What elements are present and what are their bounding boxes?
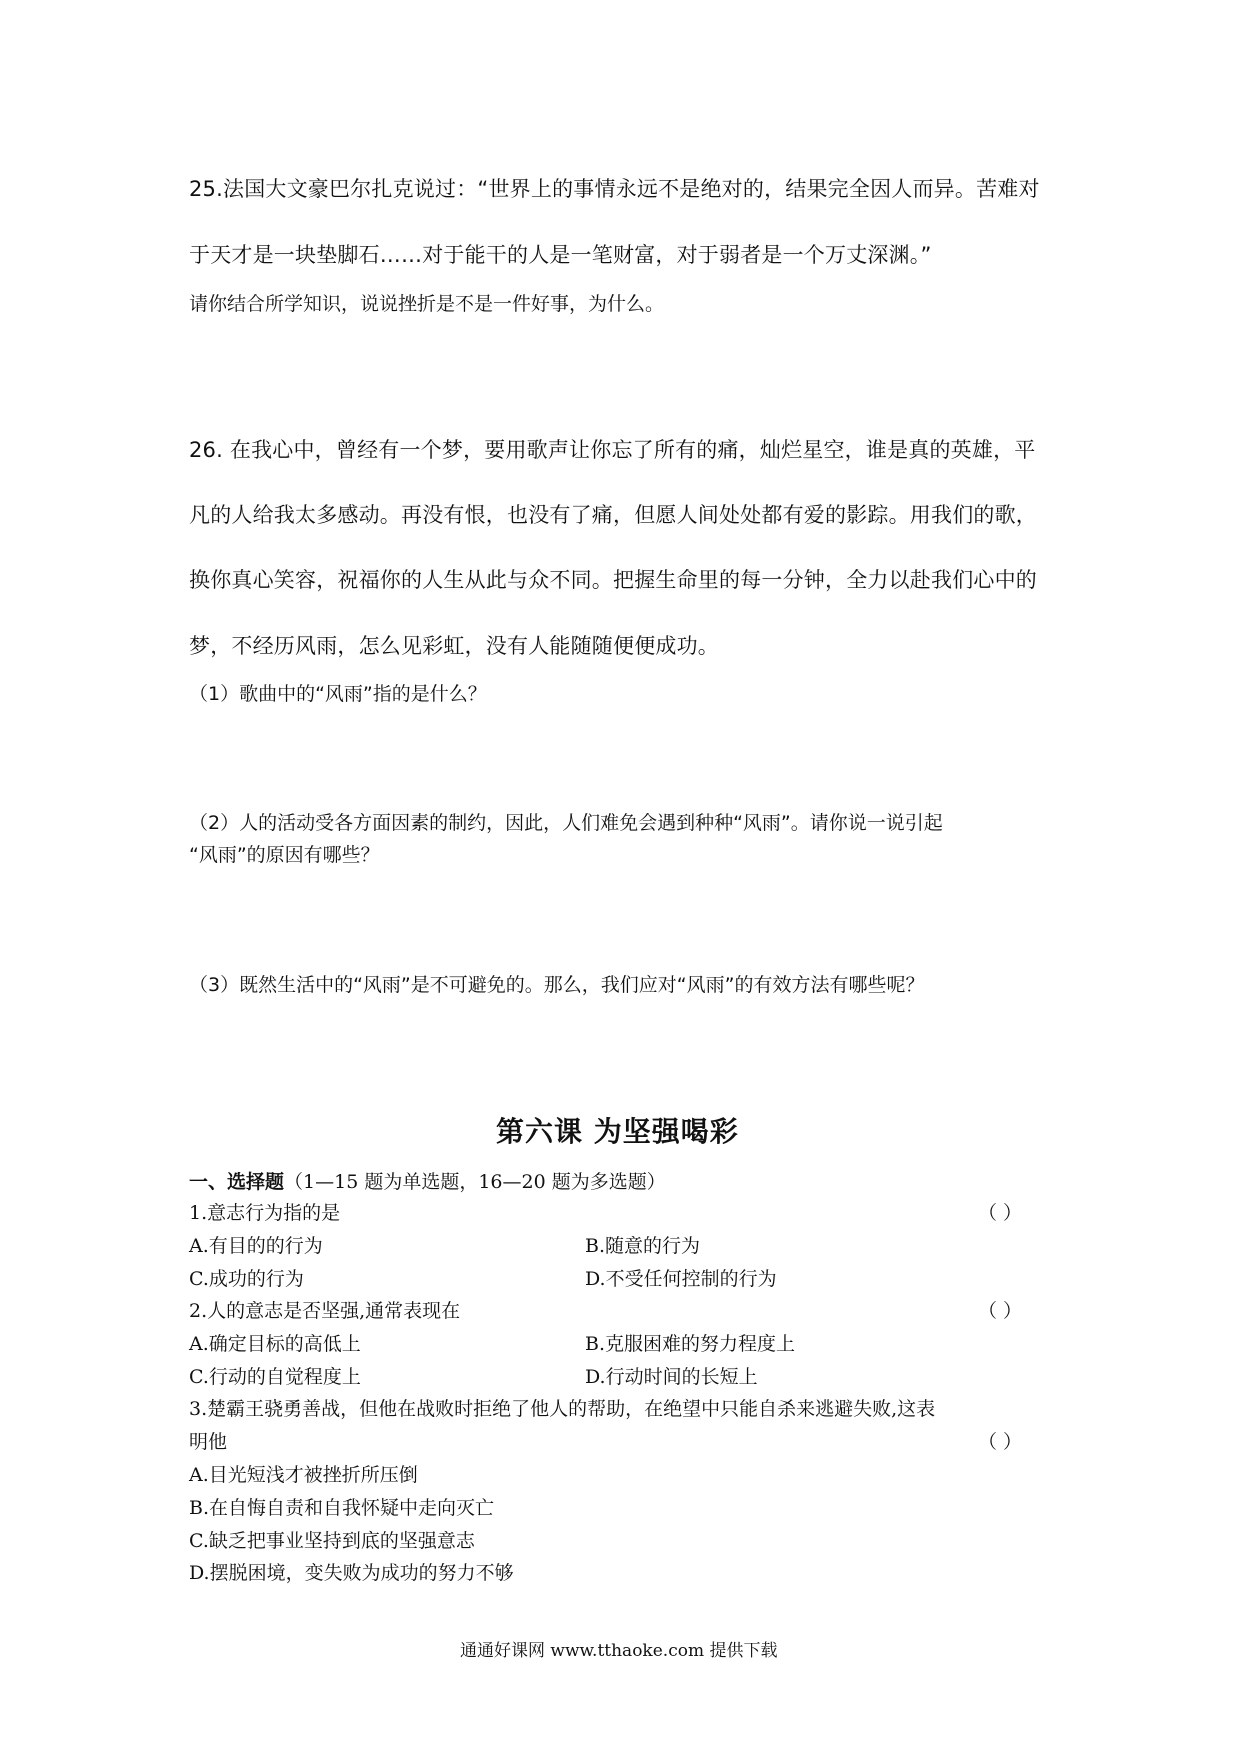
q26-sub1: （1）歌曲中的“风雨”指的是什么？: [189, 683, 487, 705]
q26-line2: 凡的人给我太多感动。再没有恨，也没有了痛，但愿人间处处都有爱的影踪。用我们的歌，: [189, 503, 1037, 527]
mc-q3-option-b: B.在自悔自责和自我怀疑中走向灭亡: [189, 1497, 495, 1519]
mc-q3-answer-paren: （ ）: [978, 1431, 1023, 1453]
q26-sub2-line1: （2）人的活动受各方面因素的制约，因此，人们难免会遇到种种“风雨”。请你说一说引起: [189, 812, 943, 834]
mc-q1-option-c: C.成功的行为: [189, 1268, 304, 1290]
q25-line2: 于天才是一块垫脚石……对于能干的人是一笔财富，对于弱者是一个万丈深渊。”: [189, 243, 932, 267]
q25-line1: 25.法国大文豪巴尔扎克说过：“世界上的事情永远不是绝对的，结果完全因人而异。苦难对: [189, 177, 1040, 201]
mc-q3-option-c: C.缺乏把事业坚持到底的坚强意志: [189, 1530, 475, 1552]
q25-prompt: 请你结合所学知识，说说挫折是不是一件好事，为什么。: [189, 293, 665, 315]
mc-q3-stem-line2: 明他: [189, 1431, 228, 1453]
lesson-title: 第六课 为坚强喝彩: [496, 1115, 739, 1148]
page-footer: 通通好课网 www.tthaoke.com 提供下载: [460, 1641, 778, 1661]
section-header: [189, 1167, 666, 1194]
mc-q2-answer-paren: （ ）: [978, 1300, 1023, 1322]
mc-q3-stem-line1: 3.楚霸王骁勇善战，但他在战败时拒绝了他人的帮助，在绝望中只能自杀来逃避失败,这表: [189, 1398, 936, 1420]
q26-line3: 换你真心笑容，祝福你的人生从此与众不同。把握生命里的每一分钟，全力以赴我们心中的: [189, 568, 1037, 592]
mc-q2-option-b: B.克服困难的努力程度上: [585, 1333, 796, 1355]
section-note: （1—15 题为单选题，16—20 题为多选题）: [284, 1171, 666, 1193]
mc-q2-option-d: D.行动时间的长短上: [585, 1366, 758, 1388]
mc-q2-stem: 2.人的意志是否坚强,通常表现在: [189, 1300, 461, 1322]
q26-sub3: （3）既然生活中的“风雨”是不可避免的。那么，我们应对“风雨”的有效方法有哪些呢？: [189, 974, 925, 996]
mc-q3-option-d: D.摆脱困境，变失败为成功的努力不够: [189, 1562, 514, 1584]
mc-q2-option-c: C.行动的自觉程度上: [189, 1366, 361, 1388]
mc-q1-option-a: A.有目的的行为: [189, 1235, 323, 1257]
mc-q1-option-d: D.不受任何控制的行为: [585, 1268, 777, 1290]
q26-sub2-line2: “风雨”的原因有哪些？: [189, 844, 380, 866]
mc-q3-option-a: A.目光短浅才被挫折所压倒: [189, 1464, 418, 1486]
section-label: 一、选择题: [189, 1171, 285, 1193]
mc-q1-stem: 1.意志行为指的是: [189, 1202, 341, 1224]
mc-q1-option-b: B.随意的行为: [585, 1235, 701, 1257]
q26-line1: 26. 在我心中，曾经有一个梦，要用歌声让你忘了所有的痛，灿烂星空，谁是真的英雄，平: [189, 438, 1036, 462]
mc-q1-answer-paren: （ ）: [978, 1202, 1023, 1224]
mc-q2-option-a: A.确定目标的高低上: [189, 1333, 361, 1355]
q26-line4: 梦，不经历风雨，怎么见彩虹，没有人能随随便便成功。: [189, 634, 719, 658]
